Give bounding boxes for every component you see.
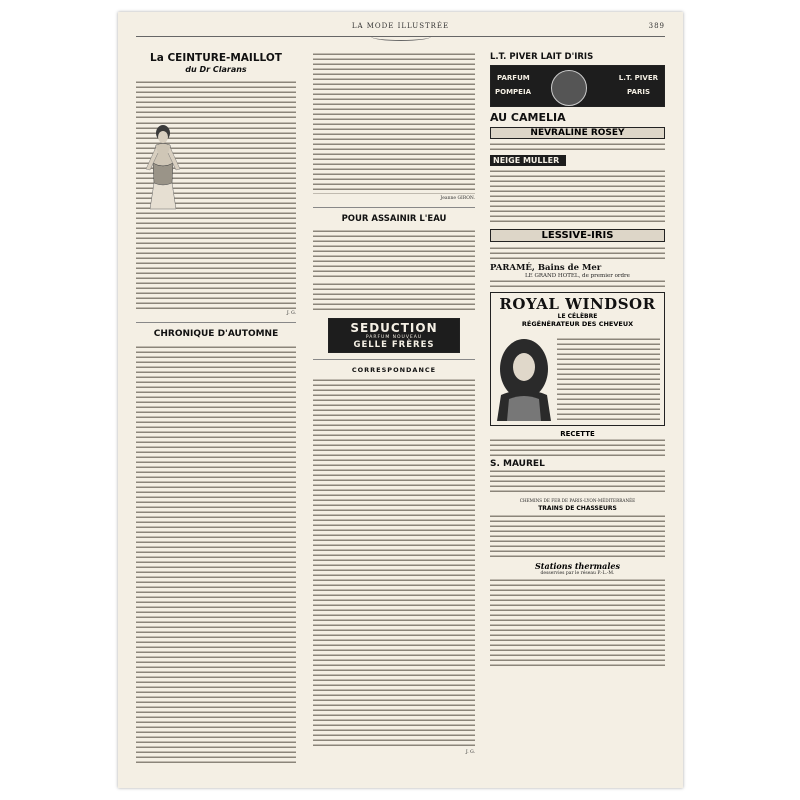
- header-ornament: [136, 36, 665, 49]
- pompeia-piver: L.T. PIVER: [618, 74, 658, 82]
- pompeia-paris: PARIS: [627, 88, 650, 96]
- seduction-sub: PARFUM NOUVEAU: [365, 335, 423, 340]
- stations-subtitle: desservies par le réseau P.-L.-M.: [540, 571, 615, 576]
- pompeia-name: POMPEIA: [495, 88, 531, 96]
- piver-lait-iris-ad: L.T. PIVER LAIT D'IRIS: [490, 52, 594, 62]
- seduction-title: SEDUCTION: [350, 321, 438, 335]
- journal-title: LA MODE ILLUSTRÉE: [351, 22, 450, 30]
- stations-text: [490, 578, 665, 666]
- eau-text: [313, 229, 475, 279]
- chronique-text: [136, 345, 296, 765]
- seduction-advertisement: [328, 318, 460, 353]
- divider: [136, 322, 296, 323]
- stations-thermales-heading: Stations thermales: [535, 561, 620, 571]
- ad-text-block: [490, 169, 665, 225]
- article-title-chronique: CHRONIQUE D'AUTOMNE: [153, 329, 279, 339]
- article-subtitle-clarans: du Dr Clarans: [185, 65, 247, 74]
- article-title-eau: POUR ASSAINIR L'EAU: [341, 214, 447, 224]
- plm-railway-heading: CHEMINS DE FER DE PARIS-LYON-MÉDITERRANÉE: [519, 498, 636, 503]
- column-left: [136, 52, 296, 768]
- royal-windsor-advertisement: [490, 292, 665, 426]
- pompeia-advertisement: [490, 65, 665, 107]
- correspondance-heading: CORRESPONDANCE: [351, 366, 437, 374]
- correspondance-text: [313, 378, 475, 748]
- page-number: 389: [648, 22, 665, 30]
- newspaper-page: [118, 12, 683, 788]
- trains-chasseurs-heading: TRAINS DE CHASSEURS: [538, 505, 617, 512]
- camelia-ad: AU CAMELIA: [490, 111, 566, 124]
- recette-heading: RECETTE: [560, 430, 595, 438]
- signature: J. G.: [286, 311, 296, 316]
- article-text-block: [136, 80, 296, 118]
- signature-end: J. G.: [465, 750, 475, 755]
- column-advertisements: [490, 52, 665, 768]
- pompeia-emblem: [551, 70, 587, 106]
- article-title-ceinture: La CEINTURE-MAILLOT: [150, 52, 282, 64]
- article-text-continued: [313, 52, 475, 194]
- pompeia-parfum: PARFUM: [497, 74, 530, 82]
- corset-illustration: [136, 123, 191, 211]
- parame-ad: PARAMÉ, Bains de Mer: [490, 263, 602, 273]
- grand-hotel-text: LE GRAND HOTEL, de premier ordre: [525, 273, 630, 279]
- seduction-brand: GELLE FRÈRES: [353, 340, 435, 350]
- nevraline-ad: NEVRALINE ROSEY: [490, 127, 665, 139]
- neige-muller-ad: NEIGE MULLER: [490, 155, 566, 166]
- royal-windsor-subtitle: RÉGÉNÉRATEUR DES CHEVEUX: [521, 320, 634, 328]
- signature-giron: Jeanne GIRON.: [440, 196, 475, 201]
- maurel-ad: S. MAUREL: [490, 459, 545, 469]
- article-body-with-figure: [136, 121, 296, 241]
- royal-windsor-title: ROYAL WINDSOR: [499, 295, 656, 313]
- lessive-iris-ad: LESSIVE-IRIS: [490, 229, 665, 242]
- royal-windsor-celebre: LE CÉLÈBRE: [557, 313, 598, 320]
- column-middle: [313, 52, 475, 768]
- woman-portrait-illustration: [495, 335, 553, 421]
